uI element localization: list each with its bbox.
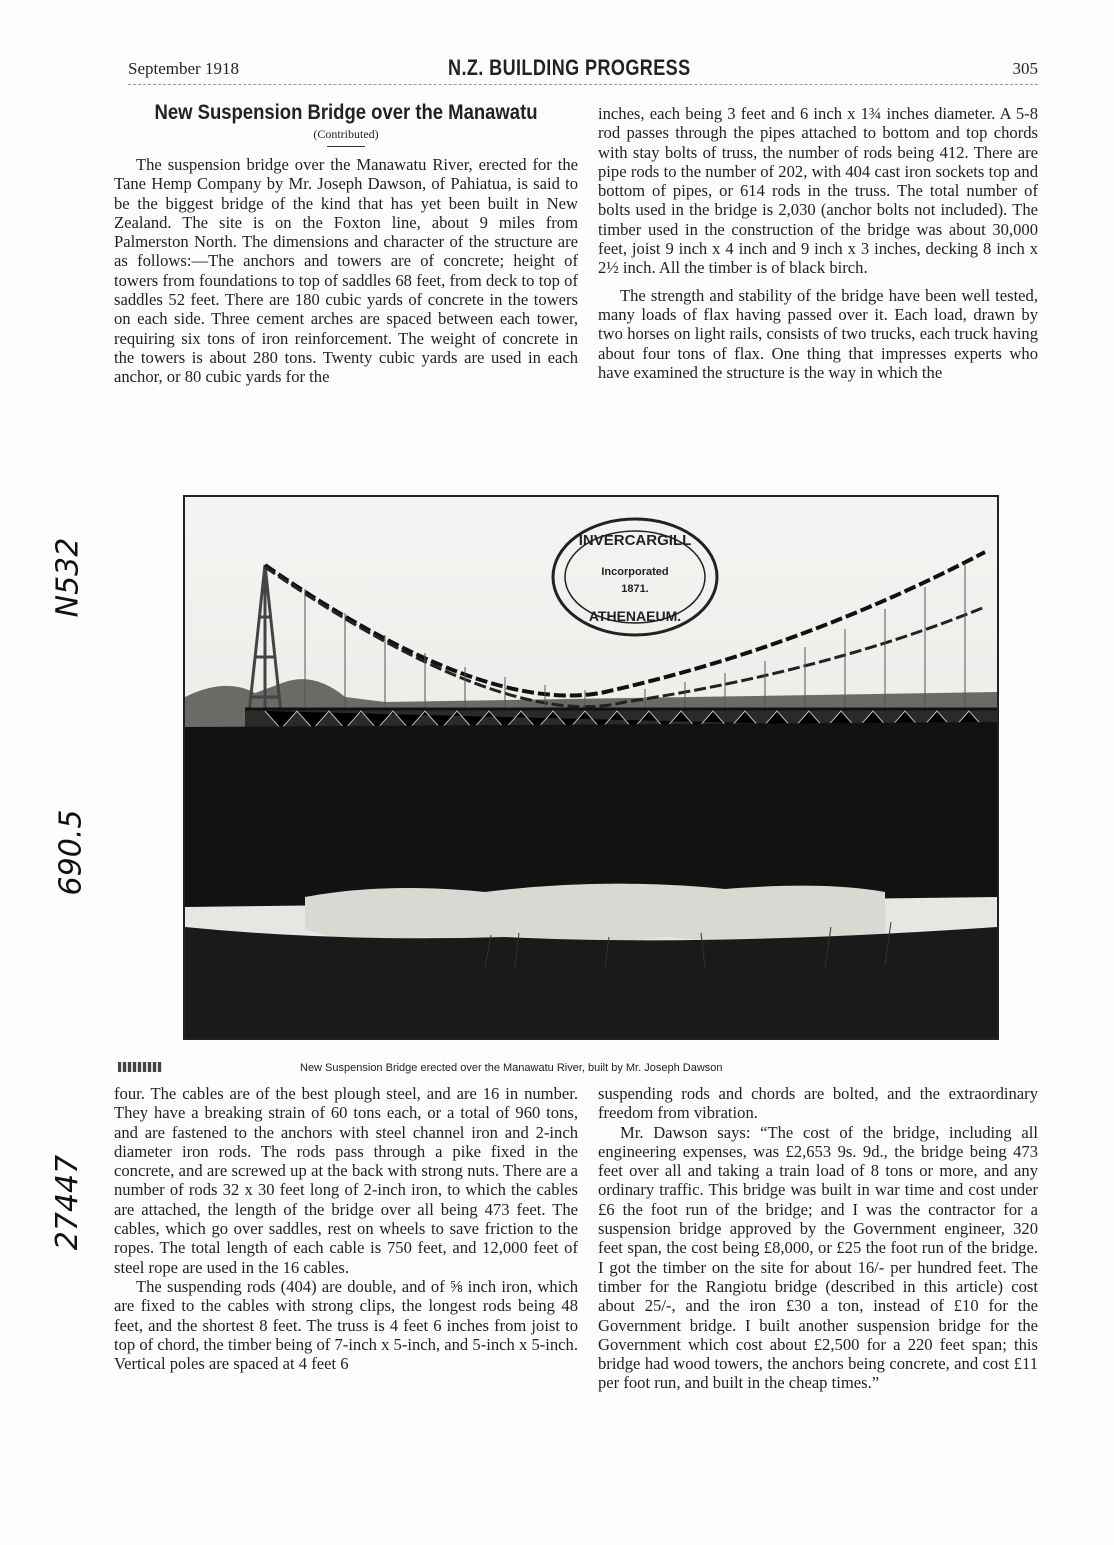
bridge-image (185, 497, 997, 1038)
stamp-text: ATHENAEUM. (588, 608, 682, 624)
paragraph: Mr. Dawson says: “The cost of the bridge, including all engineering expenses, was £2,653 9s. 9d., the bridge being 473 feet over all and taking a train load of 8 tons or more, and any ordinary traffic. This bridge was built in war time and cost under £6 the foot run of the bridge; and I was the contractor for a suspension bridge approved by the Government engineer, 320 feet span, the cost being £8,000, or £25 the foot run of the bridge. I got the timber on the site for about 16/- per hundred feet. The timber for the Rangiotu bridge (described in this article) cost about 25/-, and the iron £30 a ton, instead of £10 for the Government bridge. I built another suspension bridge for the Government which cost about £2,500 for a 220 feet span; this bridge had wood towers, the anchors being concrete, and cost £11 per foot run, and built in the cheap times.” (598, 1122, 1038, 1393)
title-rule (327, 146, 365, 147)
publication-title: N.Z. BUILDING PROGRESS (448, 55, 691, 80)
paragraph: The suspending rods (404) are double, and of ⅝ inch iron, which are fixed to the cables with strong clips, the longest rods being 48 feet, and the shortest 8 feet. The truss is 4 feet 6 inches from joist to top of chord, the timber being of 7-inch x 5-inch, and 5-inch x 5-inch. Vertical poles are spaced at 4 feet 6 (114, 1276, 578, 1374)
margin-note: 27447 (50, 1154, 86, 1251)
header-rule (128, 84, 1038, 85)
caption-ornament (118, 1062, 162, 1072)
issue-date: September 1918 (128, 59, 239, 78)
column-1 (114, 100, 578, 387)
paragraph: four. The cables are of the best plough steel, and are 16 in number. They have a breaking strain of 60 tons each, or a total of 960 tons, and are fastened to the anchors with steel channel iron and 2-inch diameter iron rods. The rods pass through a pike fixed in the concrete, and are screwed up at the back with strong nuts. There are a number of rods 32 x 30 feet long of 2-inch iron, to which the cables are attached, the length of the bridge over all being 473 feet. The cables, which go over saddles, rest on wheels to save friction to the ropes. The total length of each cable is 750 feet, and 12,000 feet of steel rope are used in the 16 cables. (114, 1084, 578, 1277)
page-header (128, 55, 1038, 85)
page-number: 305 (1012, 59, 1038, 78)
margin-note: N532 (50, 537, 86, 618)
stamp-text: 1871. (621, 583, 649, 595)
column-3 (114, 1084, 578, 1373)
article-title: New Suspension Bridge over the Manawatu (154, 101, 538, 124)
column-4 (598, 1084, 1038, 1393)
stamp-text: Incorporated (601, 566, 669, 578)
paragraph: The strength and stability of the bridge have been well tested, many loads of flax having passed over it. Each load, drawn by two horses on light rails, consists of two trucks, each truck having about four tons of flax. One thing that impresses experts who have examined the structure is the way in which the (598, 285, 1038, 382)
article-byline: (Contributed) (313, 127, 379, 141)
stamp-text: INVERCARGILL (578, 532, 692, 549)
bridge-photograph (183, 495, 999, 1040)
photo-caption: New Suspension Bridge erected over the Manawatu River, built by Mr. Joseph Dawson (300, 1062, 723, 1074)
paragraph: The suspension bridge over the Manawatu River, erected for the Tane Hemp Company by Mr. Joseph Dawson, of Pahiatua, is said to be the biggest bridge of the kind that has yet been built in New Zealand. The site is on the Foxton line, about 9 miles from Palmerston North. The dimensions and character of the structure are as follows:—The anchors and towers are of concrete; height of towers from foundations to top of saddles 68 feet, from deck to top of saddles 52 feet. There are 180 cubic yards of concrete in the towers on each side. Three cement arches are spaced between each tower, requiring six tons of iron reinforcement. The weight of concrete in the towers is about 280 tons. Twenty cubic yards are used in each anchor, or 80 cubic yards for the (114, 155, 578, 387)
column-2 (598, 104, 1038, 382)
margin-note: 690.5 (53, 809, 89, 896)
paragraph: inches, each being 3 feet and 6 inch x 1¾ inches diameter. A 5-8 rod passes through the pipes attached to bottom and top chords with stay bolts of truss, the number of rods being 412. There are pipe rods to the number of 202, with 404 cast iron sockets top and bottom of pipes, or 614 rods in the truss. The total number of bolts used in the bridge is 2,030 (anchor bolts not included). The timber used in the construction of the bridge was about 30,000 feet, joist 9 inch x 4 inch and 9 inch x 3 inches, decking 8 inch x 2½ inch. All the timber is of black birch. (598, 104, 1038, 278)
paragraph: suspending rods and chords are bolted, and the extraordinary freedom from vibration. (598, 1084, 1038, 1123)
